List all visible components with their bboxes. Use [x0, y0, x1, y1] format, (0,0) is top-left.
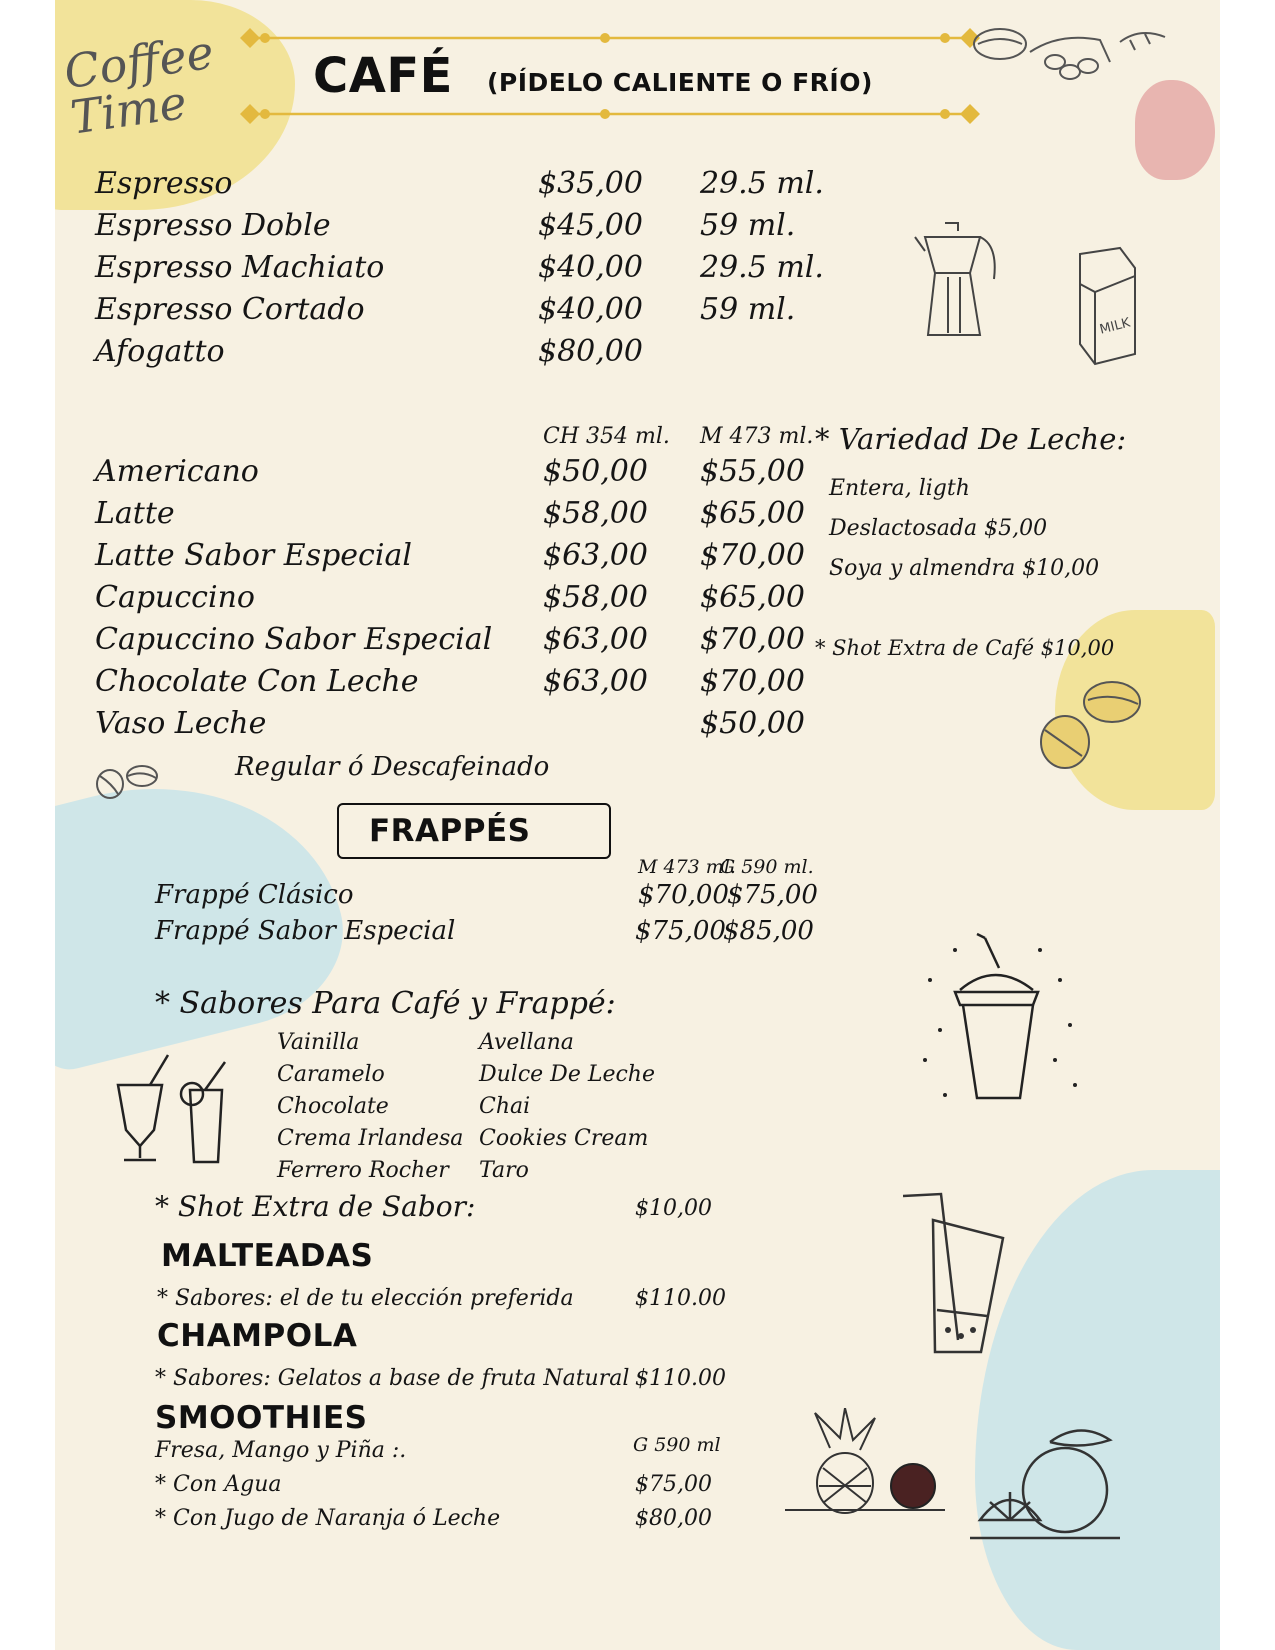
item-name: Chocolate Con Leche	[95, 664, 419, 699]
column-header-m: M 473 ml.	[638, 856, 736, 878]
price-ch: $58,00	[543, 580, 648, 615]
coffee-time-logo: Coffee Time	[60, 24, 217, 145]
item-size: 29.5 ml.	[700, 250, 824, 285]
price-g: $85,00	[723, 916, 814, 946]
list-item: Crema Irlandesa	[277, 1126, 464, 1151]
list-item	[95, 292, 855, 336]
milk-carton-icon	[1065, 244, 1145, 369]
item-name: Latte	[95, 496, 175, 531]
milk-title: * Variedad De Leche:	[815, 422, 1127, 456]
list-item: Cookies Cream	[479, 1126, 649, 1151]
smoothies-intro: Fresa, Mango y Piña :.	[155, 1438, 407, 1463]
item-name: Espresso Doble	[95, 208, 331, 243]
milk-option: Deslactosada $5,00	[829, 516, 1048, 541]
price-ch: $63,00	[543, 622, 648, 657]
list-item: Taro	[479, 1158, 529, 1183]
price-m: $70,00	[638, 880, 729, 910]
page-subtitle: (PÍDELO CALIENTE O FRÍO)	[487, 68, 873, 97]
table-row	[95, 496, 855, 540]
table-row	[95, 664, 855, 708]
champola-desc: * Sabores: Gelatos a base de fruta Natural	[155, 1366, 630, 1391]
coffee-beans-icon	[970, 22, 1170, 102]
champola-title: CHAMPOLA	[157, 1318, 358, 1354]
pineapple-icon	[785, 1408, 945, 1518]
list-item	[95, 334, 855, 378]
price-m: $70,00	[700, 622, 805, 657]
list-item: Caramelo	[277, 1062, 385, 1087]
price-m: $65,00	[700, 496, 805, 531]
price-m: $70,00	[700, 538, 805, 573]
flavors-title: * Sabores Para Café y Frappé:	[155, 986, 616, 1021]
smoothie-item-name: * Con Agua	[155, 1472, 282, 1497]
coffee-table	[95, 420, 855, 800]
table-row	[95, 538, 855, 582]
item-size: 29.5 ml.	[700, 166, 824, 201]
item-name: Espresso Cortado	[95, 292, 365, 327]
price-m: $50,00	[700, 706, 805, 741]
price-ch: $63,00	[543, 538, 648, 573]
item-name: Frappé Clásico	[155, 880, 354, 910]
item-price: $40,00	[538, 250, 643, 285]
flavors-left-list	[277, 1030, 477, 1200]
price-m: $65,00	[700, 580, 805, 615]
list-item: Ferrero Rocher	[277, 1158, 449, 1183]
item-size: 59 ml.	[700, 208, 796, 243]
malteadas-price: $110.00	[635, 1286, 726, 1311]
item-price: $45,00	[538, 208, 643, 243]
price-ch: $63,00	[543, 664, 648, 699]
smoothie-item-price: $80,00	[635, 1506, 712, 1531]
coffee-beans-icon	[90, 760, 165, 805]
smoothie-item-price: $75,00	[635, 1472, 712, 1497]
flavors-right-list	[479, 1030, 679, 1200]
column-header-ch: CH 354 ml.	[543, 424, 670, 449]
cocktail-glasses-icon	[110, 1050, 245, 1170]
table-row	[95, 622, 855, 666]
espresso-list	[95, 166, 855, 386]
frappe-cup-icon	[915, 920, 1085, 1120]
item-name: Vaso Leche	[95, 706, 267, 741]
frappe-title-box	[337, 803, 611, 859]
milk-option: Entera, ligth	[829, 476, 970, 501]
malteadas-desc: * Sabores: el de tu elección preferida	[157, 1286, 574, 1311]
smoothies-title: SMOOTHIES	[155, 1400, 368, 1436]
table-row	[95, 454, 855, 498]
list-item	[95, 166, 855, 210]
column-header-g: G 590 ml.	[720, 856, 814, 878]
smoothies-size: G 590 ml	[633, 1434, 721, 1456]
item-name: Latte Sabor Especial	[95, 538, 412, 573]
item-price: $35,00	[538, 166, 643, 201]
list-item: Dulce De Leche	[479, 1062, 655, 1087]
drink-glass-icon	[903, 1190, 1013, 1360]
milk-panel	[815, 420, 1215, 680]
price-m: $55,00	[700, 454, 805, 489]
price-m: $70,00	[700, 664, 805, 699]
list-item: Chai	[479, 1094, 531, 1119]
coffee-note: Regular ó Descafeinado	[235, 752, 550, 782]
item-name: Frappé Sabor Especial	[155, 916, 456, 946]
price-g: $75,00	[727, 880, 818, 910]
svg-text:MILK: MILK	[1098, 315, 1132, 338]
price-ch: $58,00	[543, 496, 648, 531]
extra-shot-flavor-label: * Shot Extra de Sabor:	[155, 1190, 476, 1223]
item-price: $40,00	[538, 292, 643, 327]
malteadas-title: MALTEADAS	[161, 1238, 374, 1274]
item-name: Espresso	[95, 166, 233, 201]
extra-shot-flavor-price: $10,00	[635, 1196, 712, 1221]
champola-price: $110.00	[635, 1366, 726, 1391]
item-name: Capuccino	[95, 580, 255, 615]
moka-pot-icon	[910, 215, 1005, 345]
milk-option: Soya y almendra $10,00	[829, 556, 1100, 581]
list-item: Vainilla	[277, 1030, 360, 1055]
smoothie-item-name: * Con Jugo de Naranja ó Leche	[155, 1506, 501, 1531]
item-name: Capuccino Sabor Especial	[95, 622, 493, 657]
list-item: Chocolate	[277, 1094, 389, 1119]
coffee-beans-icon	[1030, 670, 1150, 780]
list-item	[95, 250, 855, 294]
item-size: 59 ml.	[700, 292, 796, 327]
item-price: $80,00	[538, 334, 643, 369]
list-item: Avellana	[479, 1030, 574, 1055]
extra-shot-coffee: * Shot Extra de Café $10,00	[815, 636, 1115, 660]
page-title: CAFÉ	[313, 48, 453, 104]
item-name: Afogatto	[95, 334, 225, 369]
menu-page	[55, 0, 1220, 1650]
item-name: Espresso Machiato	[95, 250, 385, 285]
list-item	[95, 208, 855, 252]
orange-icon	[970, 1420, 1120, 1550]
frappe-title: FRAPPÉS	[369, 813, 531, 849]
column-header-m: M 473 ml.	[700, 424, 814, 449]
price-ch: $50,00	[543, 454, 648, 489]
price-m: $75,00	[635, 916, 726, 946]
table-row	[95, 580, 855, 624]
item-name: Americano	[95, 454, 259, 489]
table-row	[95, 706, 855, 750]
